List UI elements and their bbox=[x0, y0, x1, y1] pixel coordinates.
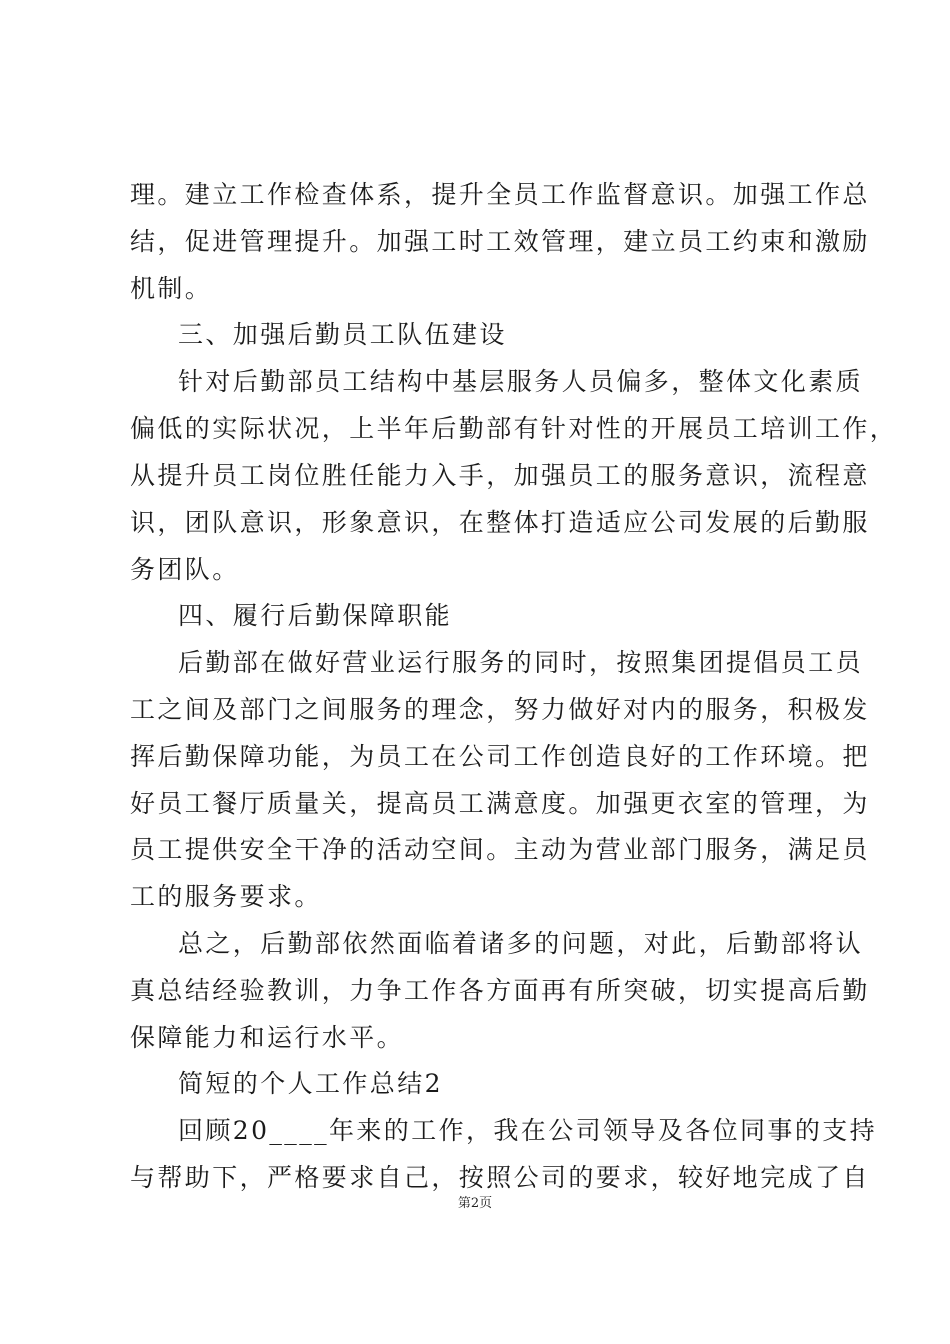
body-text-line: 机制。 bbox=[130, 274, 213, 303]
body-text-line: 针对后勤部员工结构中基层服务人员偏多，整体文化素质 bbox=[178, 367, 864, 396]
body-text-line: 从提升员工岗位胜任能力入手，加强员工的服务意识，流程意 bbox=[130, 461, 870, 490]
body-text-line: 保障能力和运行水平。 bbox=[130, 1023, 405, 1052]
body-text-line: 真总结经验教训，力争工作各方面再有所突破，切实提高后勤 bbox=[130, 976, 870, 1005]
body-text-line: 结，促进管理提升。加强工时工效管理，建立员工约束和激励 bbox=[130, 227, 870, 256]
body-text-line: 偏低的实际状况，上半年后勤部有针对性的开展员工培训工作， bbox=[130, 414, 898, 443]
body-text-line: 后勤部在做好营业运行服务的同时，按照集团提倡员工员 bbox=[178, 648, 864, 677]
body-text-line: 与帮助下，严格要求自己，按照公司的要求，较好地完成了自 bbox=[130, 1163, 870, 1192]
body-text-line: 工之间及部门之间服务的理念，努力做好对内的服务，积极发 bbox=[130, 695, 870, 724]
body-text-line: 总之，后勤部依然面临着诸多的问题，对此，后勤部将认 bbox=[178, 929, 864, 958]
body-text-line: 好员工餐厅质量关，提高员工满意度。加强更衣室的管理，为 bbox=[130, 789, 870, 818]
section-heading: 四、履行后勤保障职能 bbox=[178, 601, 453, 630]
body-text-line: 员工提供安全干净的活动空间。主动为营业部门服务，满足员 bbox=[130, 835, 870, 864]
body-text-line: 挥后勤保障功能，为员工在公司工作创造良好的工作环境。把 bbox=[130, 742, 870, 771]
section-heading: 三、加强后勤员工队伍建设 bbox=[178, 320, 507, 349]
body-text-line: 理。建立工作检查体系，提升全员工作监督意识。加强工作总 bbox=[130, 180, 870, 209]
body-text-line: 回顾20____年来的工作，我在公司领导及各位同事的支持 bbox=[178, 1116, 878, 1145]
body-text-line: 务团队。 bbox=[130, 555, 240, 584]
page-number: 第2页 bbox=[457, 1196, 493, 1211]
section-heading: 简短的个人工作总结2 bbox=[178, 1069, 443, 1098]
body-text-line: 工的服务要求。 bbox=[130, 882, 322, 911]
body-text-line: 识，团队意识，形象意识，在整体打造适应公司发展的后勤服 bbox=[130, 508, 870, 537]
